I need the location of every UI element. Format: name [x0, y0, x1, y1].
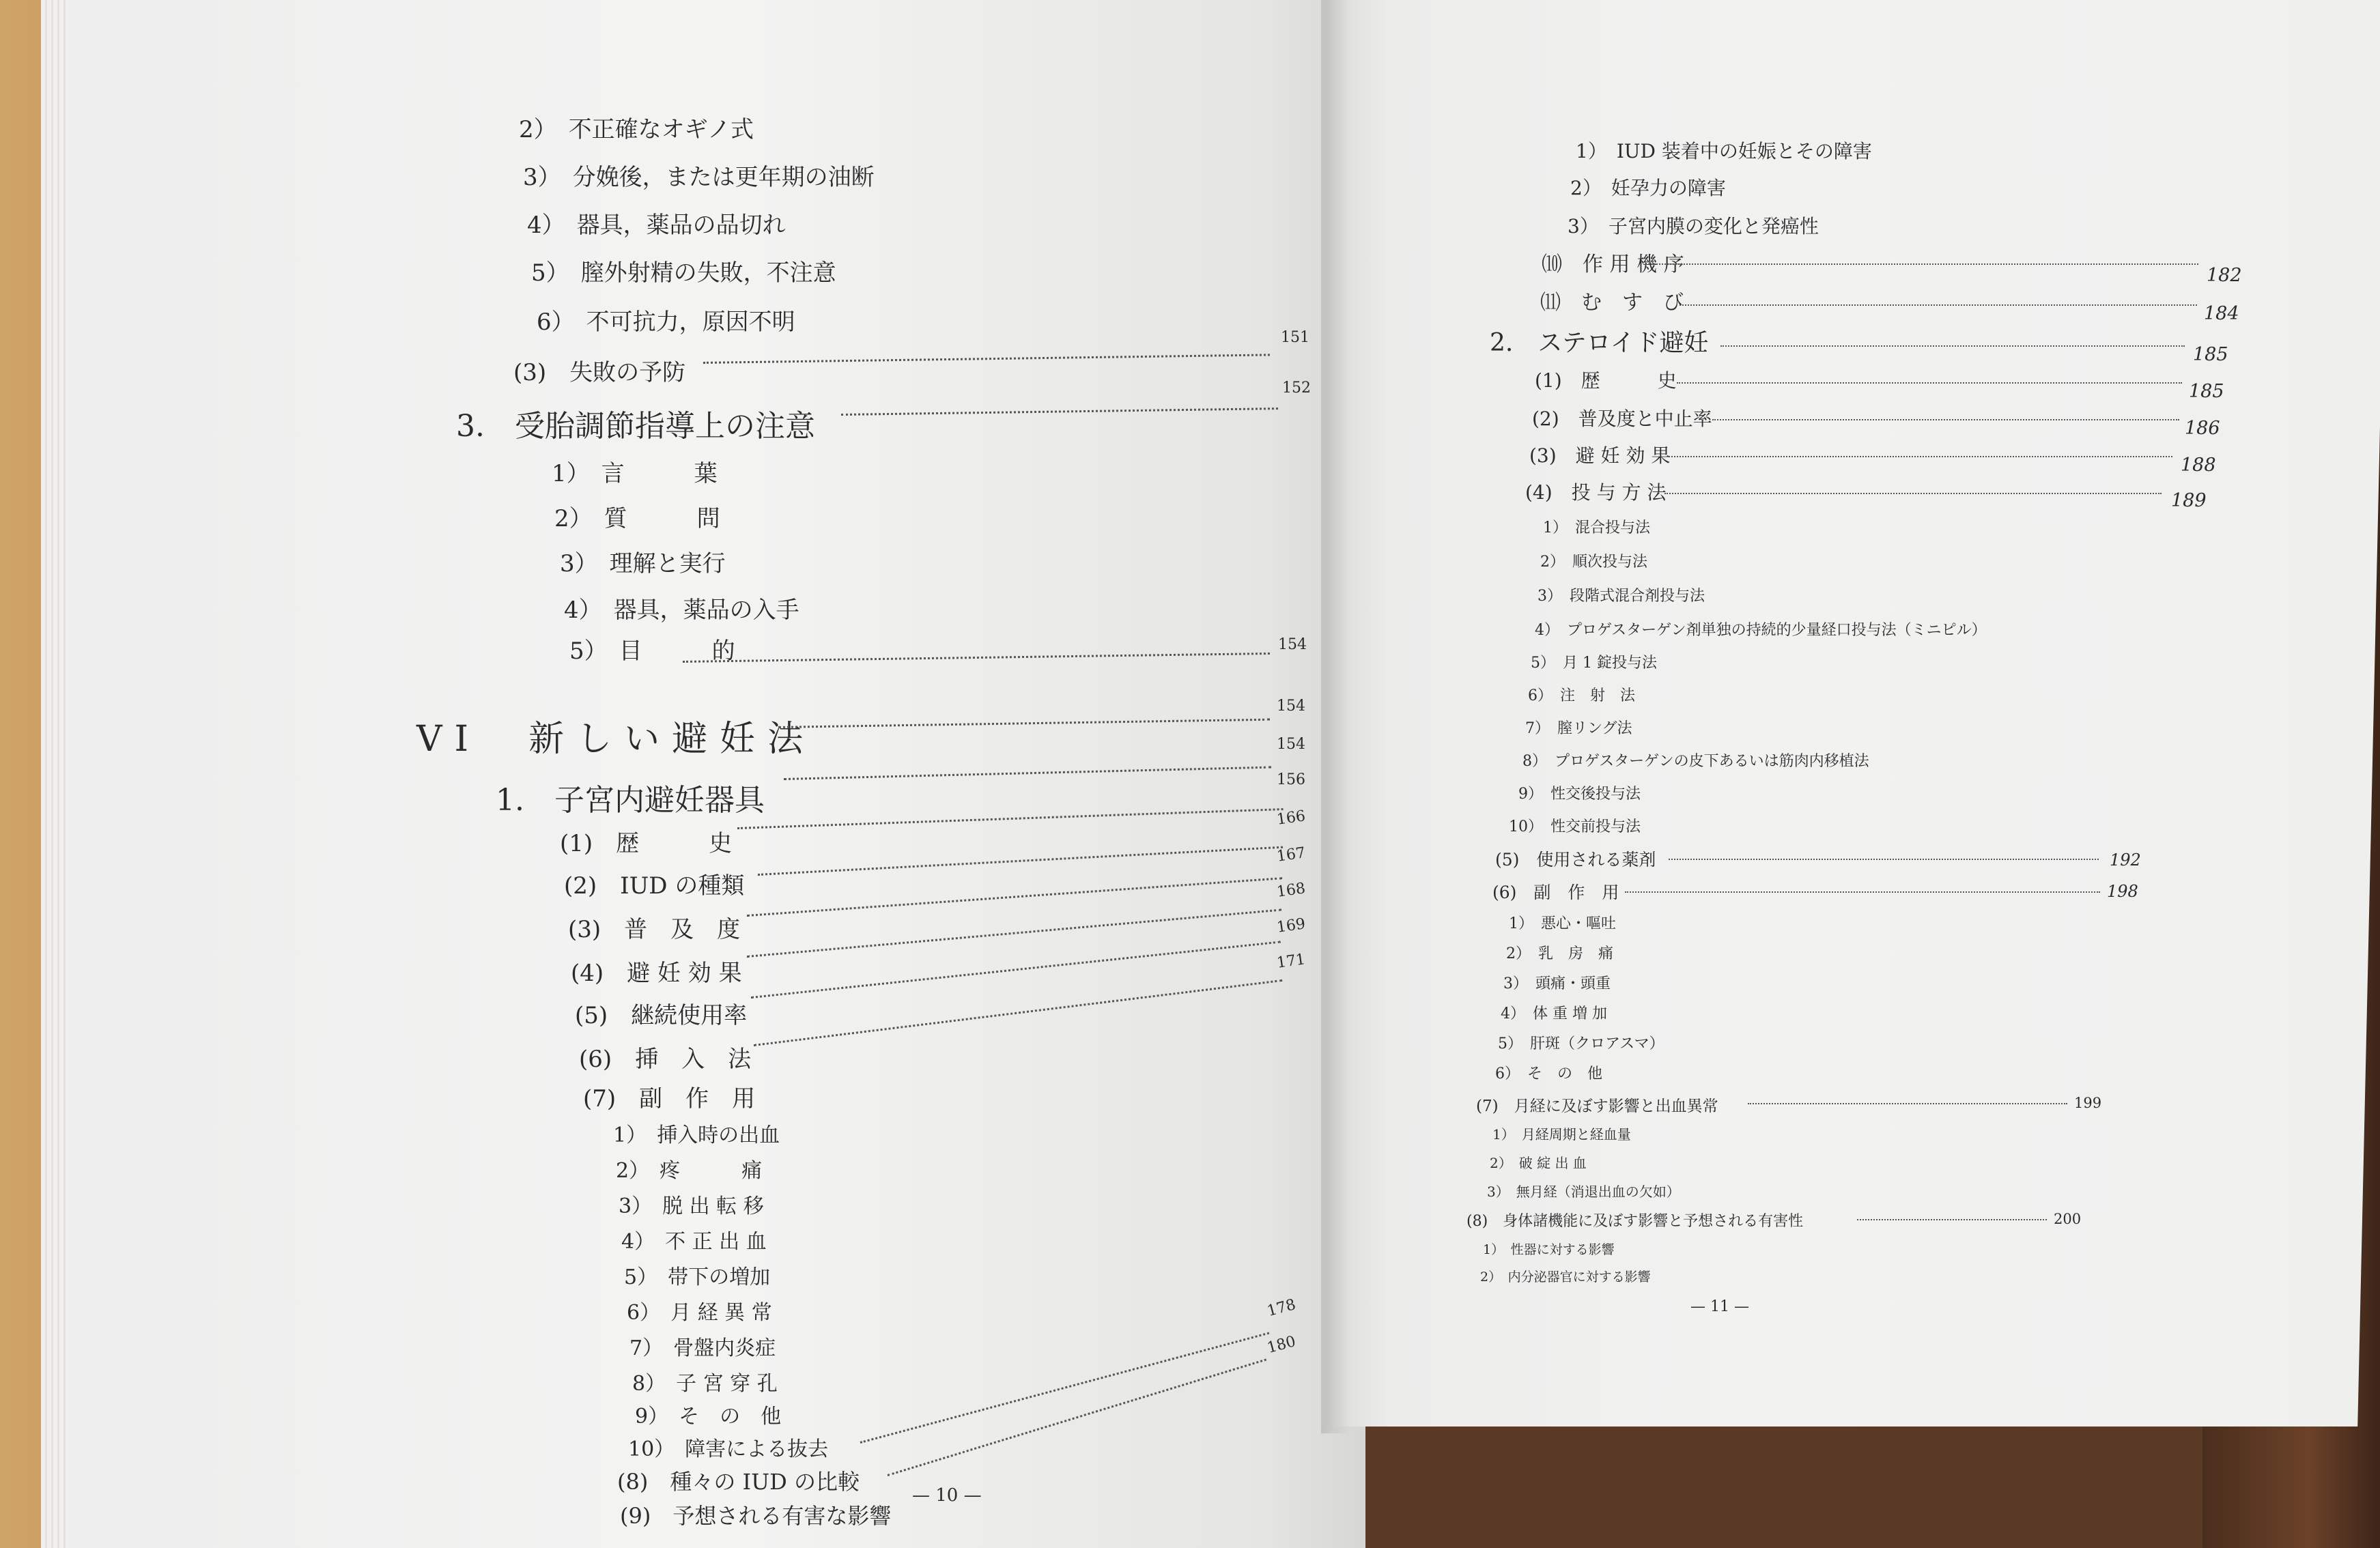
toc-entry: (5) 継続使用率 — [575, 1002, 748, 1029]
toc-entry: 1） IUD 装着中の妊娠とその障害 — [1576, 140, 1872, 162]
toc-entry: 3） 段階式混合剤投与法 — [1538, 588, 1705, 605]
toc-entry: 8） プロゲスターゲンの皮下あるいは筋肉内移植法 — [1522, 753, 1869, 770]
toc-entry: 1） 月経周期と経血量 — [1492, 1126, 1631, 1143]
toc-entry: (6) 副 作 用 — [1492, 883, 1619, 902]
toc-entry: (1) 歴 史 — [1535, 369, 1677, 392]
toc-entry: 7） 膣リング法 — [1525, 720, 1632, 737]
leader-dots — [1720, 345, 2185, 347]
toc-entry: 3） 頭痛・頭重 — [1503, 975, 1611, 992]
page-number-ref: 154 — [1277, 736, 1305, 753]
toc-entry: 3） 子宮内膜の変化と発癌性 — [1568, 215, 1819, 238]
toc-entry: 1） 言 葉 — [552, 460, 718, 487]
leader-dots — [1857, 1219, 2047, 1220]
toc-entry: 10） 障害による抜去 — [628, 1437, 829, 1461]
toc-entry: ⑽ 作 用 機 序 — [1542, 253, 1684, 276]
leader-dots — [1669, 456, 2172, 457]
toc-entry: 8） 子 宮 穿 孔 — [632, 1372, 778, 1396]
toc-entry: (5) 使用される薬剤 — [1495, 850, 1656, 870]
toc-entry: 5） 帯下の増加 — [624, 1265, 771, 1289]
page-number-ref: 171 — [1275, 951, 1307, 972]
page-number-ref: 182 — [2207, 265, 2242, 286]
toc-entry: (2) 普及度と中止率 — [1532, 407, 1712, 430]
page-number-ref: 192 — [2110, 850, 2141, 870]
page-number-ref: 167 — [1275, 844, 1307, 865]
toc-section-heading: 1. 子宮内避妊器具 — [496, 783, 765, 818]
toc-entry: (3) 避 妊 効 果 — [1529, 444, 1671, 467]
leader-dots — [1625, 891, 2100, 893]
toc-entry: 2） 質 問 — [554, 505, 720, 532]
toc-entry: (8) 種々の IUD の比較 — [617, 1469, 860, 1495]
leader-dots — [1664, 493, 2162, 494]
toc-entry: (1) 歴 史 — [560, 830, 733, 857]
toc-entry: 2） 乳 房 痛 — [1506, 945, 1613, 962]
toc-entry: (6) 挿 入 法 — [579, 1046, 752, 1073]
toc-entry: 5） 膣外射精の失敗，不注意 — [531, 259, 836, 287]
toc-entry: ⑾ む す び — [1540, 291, 1684, 315]
toc-entry: 5） 肝斑（クロアスマ） — [1498, 1035, 1664, 1052]
page-number-ref: 152 — [1282, 379, 1311, 397]
toc-entry: (3) 普 及 度 — [568, 916, 741, 943]
page-number-ref: 169 — [1275, 915, 1307, 936]
toc-entry: 1） 混合投与法 — [1543, 519, 1650, 536]
toc-entry: (3) 失敗の予防 — [513, 359, 686, 386]
leader-dots — [1748, 1103, 2067, 1104]
toc-entry: (8) 身体諸機能に及ぼす影響と予想される有害性 — [1467, 1213, 1804, 1230]
page-number-ref: 189 — [2171, 490, 2207, 511]
page-gutter — [1321, 0, 1362, 1433]
toc-entry: 4） 器具，薬品の入手 — [564, 597, 799, 624]
toc-entry: 1） 悪心・嘔吐 — [1509, 915, 1616, 932]
toc-entry: (9) 予想される有害な影響 — [620, 1503, 892, 1529]
toc-entry: 4） プロゲスターゲン剤単独の持続的少量経口投与法（ミニピル） — [1535, 622, 1987, 639]
toc-chapter-heading: VI 新しい避妊法 — [416, 719, 816, 760]
leader-dots — [1669, 859, 2099, 860]
page-number-ref: 168 — [1275, 880, 1307, 901]
toc-entry: (4) 避 妊 効 果 — [571, 960, 742, 987]
page-number-ref: 185 — [2193, 344, 2228, 365]
toc-entry: 1） 性器に対する影響 — [1483, 1242, 1615, 1257]
page-footer-left: — 10 — — [912, 1485, 982, 1506]
page-number-ref: 178 — [1265, 1295, 1298, 1321]
page-number-ref: 154 — [1277, 698, 1305, 715]
toc-entry: 3） 脱 出 転 移 — [619, 1194, 764, 1218]
toc-entry: 2） 破 綻 出 血 — [1490, 1155, 1587, 1171]
page-number-ref: 188 — [2181, 455, 2216, 476]
leader-dots — [1677, 382, 2182, 384]
toc-entry: 3） 理解と実行 — [560, 550, 726, 577]
toc-entry: 9） 性交後投与法 — [1518, 786, 1641, 803]
toc-entry: 6） 月 経 異 常 — [627, 1301, 772, 1325]
page-number-ref: 185 — [2189, 381, 2224, 402]
leader-dots — [1680, 304, 2197, 306]
toc-entry: 2） 不正確なオギノ式 — [519, 116, 754, 143]
page-number-ref: 166 — [1275, 807, 1307, 829]
leader-dots — [1712, 419, 2179, 420]
toc-section-heading: 2. ステロイド避妊 — [1490, 329, 1709, 357]
toc-entry: 2） 内分泌器官に対する影響 — [1480, 1270, 1651, 1285]
toc-entry: 7） 骨盤内炎症 — [629, 1336, 776, 1360]
toc-entry: 4） 器具，薬品の品切れ — [527, 212, 786, 239]
page-number-ref: 200 — [2054, 1211, 2082, 1227]
page-number-ref: 151 — [1281, 329, 1309, 346]
toc-section-heading: 3. 受胎調節指導上の注意 — [456, 409, 815, 444]
leader-dots — [1645, 263, 2198, 265]
toc-entry: 2） 疼 痛 — [616, 1159, 763, 1183]
toc-entry: (2) IUD の種類 — [564, 872, 745, 900]
page-number-ref: 154 — [1278, 636, 1307, 653]
toc-entry: (4) 投 与 方 法 — [1525, 481, 1667, 504]
toc-entry: 9） そ の 他 — [635, 1405, 782, 1429]
toc-entry: 4） 体 重 増 加 — [1501, 1005, 1607, 1022]
toc-entry: 6） 不可抗力，原因不明 — [537, 309, 795, 336]
toc-entry: 3） 無月経（消退出血の欠如） — [1487, 1184, 1680, 1200]
toc-entry: 6） そ の 他 — [1495, 1065, 1602, 1083]
page-number-ref: 180 — [1265, 1332, 1298, 1358]
page-number-ref: 156 — [1277, 771, 1305, 788]
toc-entry: (7) 月経に及ぼす影響と出血異常 — [1476, 1098, 1718, 1115]
toc-entry: 5） 月 1 錠投与法 — [1531, 655, 1657, 672]
toc-entry: 6） 注 射 法 — [1528, 687, 1635, 704]
page-number-ref: 199 — [2074, 1095, 2102, 1111]
toc-entry: 2） 妊孕力の障害 — [1570, 177, 1726, 199]
toc-entry: 10） 性交前投与法 — [1509, 818, 1641, 835]
page-number-ref: 184 — [2204, 303, 2239, 324]
toc-entry: (7) 副 作 用 — [583, 1085, 756, 1113]
toc-entry: 3） 分娩後，または更年期の油断 — [523, 164, 875, 191]
toc-entry: 1） 挿入時の出血 — [613, 1123, 780, 1147]
page-number-ref: 186 — [2185, 418, 2220, 439]
toc-entry: 4） 不 正 出 血 — [621, 1230, 767, 1254]
toc-entry: 2） 順次投与法 — [1540, 554, 1647, 571]
toc-entry: 5） 目 的 — [569, 637, 735, 665]
page-number-ref: 198 — [2107, 882, 2138, 901]
page-footer-right: — 11 — — [1690, 1298, 1749, 1315]
